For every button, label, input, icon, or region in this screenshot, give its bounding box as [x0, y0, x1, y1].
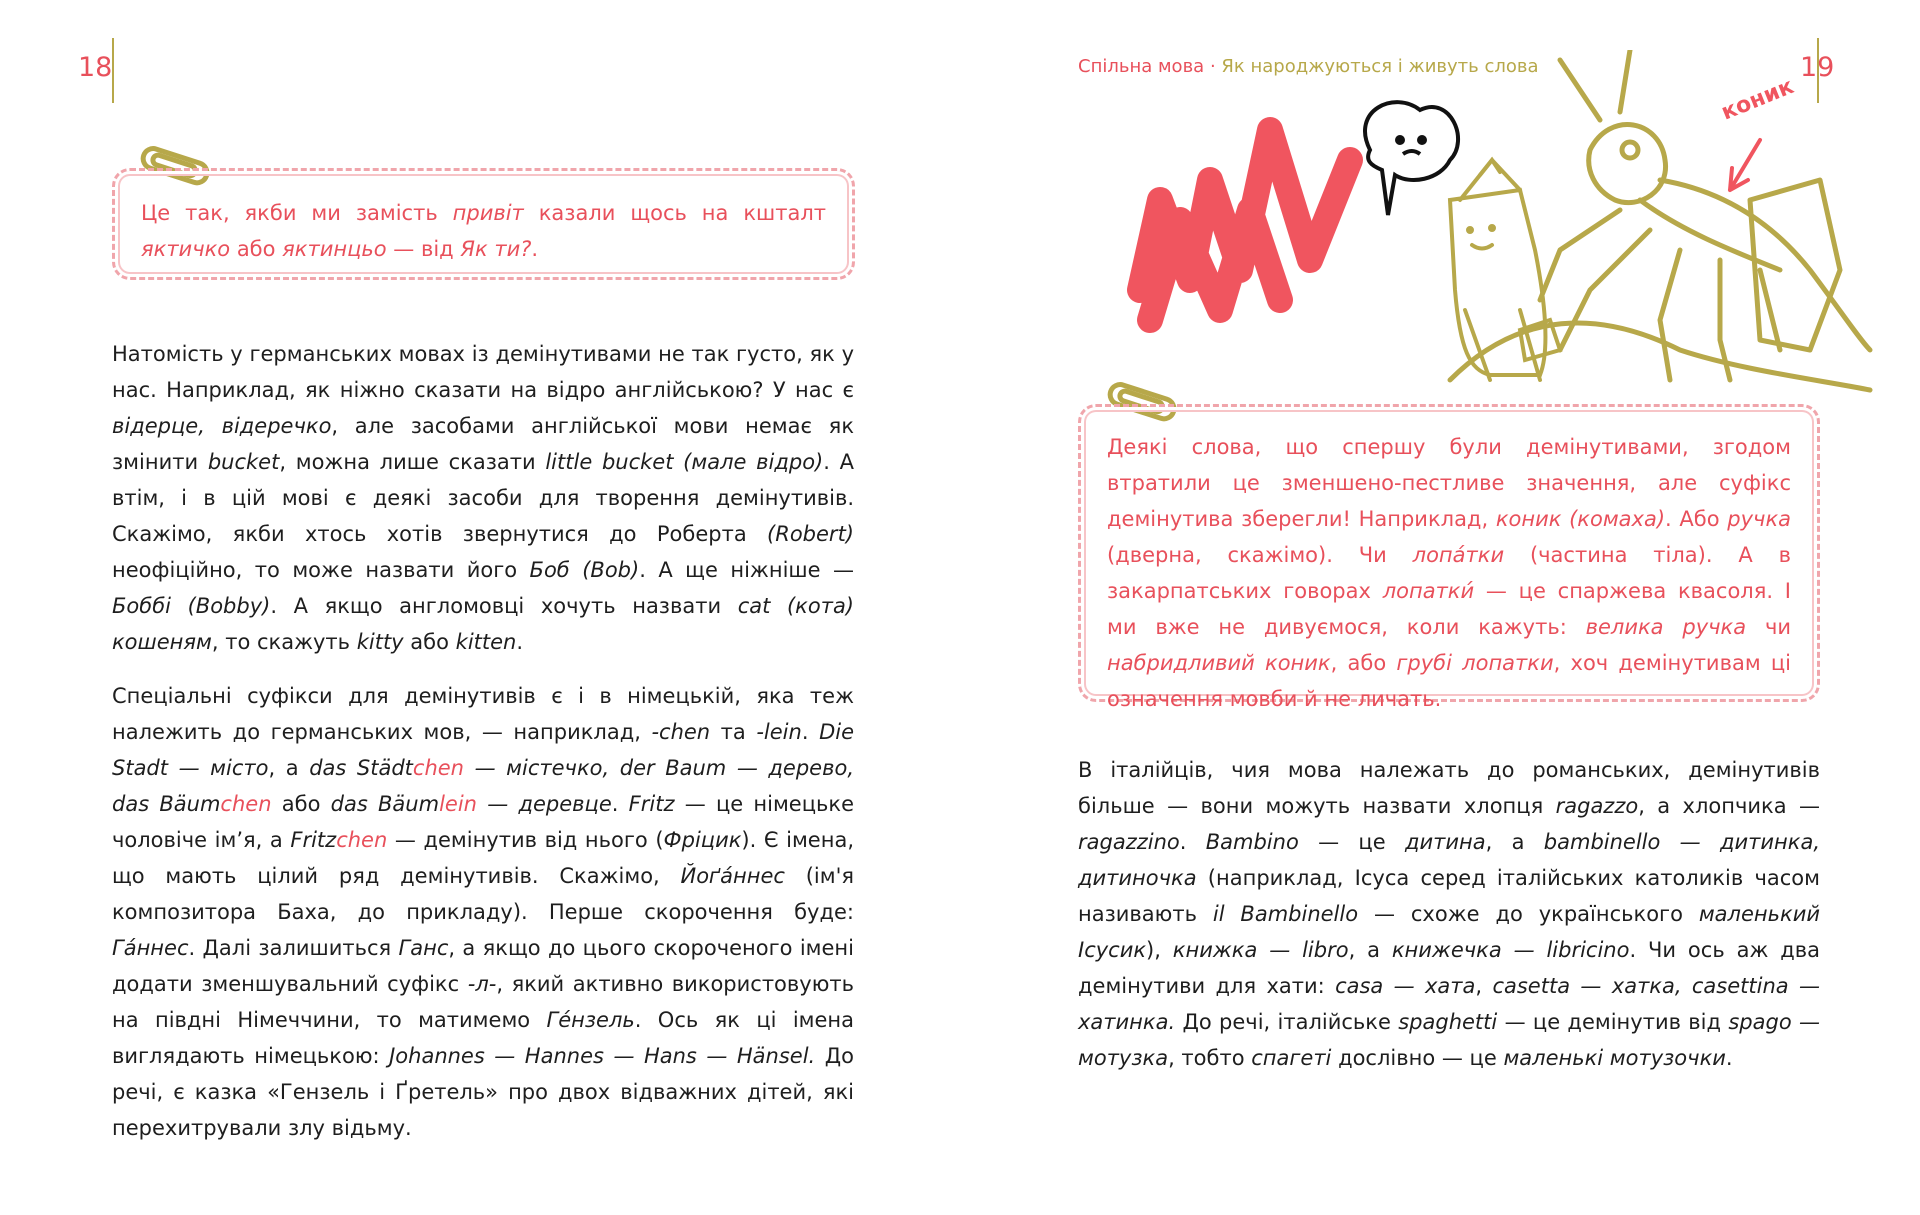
callout-text: Деякі слова, що спершу були демінутивами, згодом втратили це зменшено-пестливе значення, але суфікс демінутива зберегли! Наприклад, коник (комаха). Або ручка (дверна, скажімо). Чи лопа́тки (частина тіла). А в закарпатських говорах лопатки́ — це спаржева квасоля. І ми вже не дивуємося, коли кажуть: велика ручка чи набридливий коник, або грубі лопатки, хоч демінутивам ці означення мовби й не личать. — [1107, 435, 1792, 711]
paragraph-german: Спеціальні суфікси для демінутивів є і в німецькій, яка теж належить до германських мов, — наприклад, -chen та -lein. Die Stadt — місто, a das Städtchen — містечко, der Baum — дерево, das Bäumchen або das Bäumlein — деревце. Fritz — це німецьке чоловіче ім’я, а Fritzchen — демінутив від нього (Фріцик). Є імена, що мають цілий ряд демінутивів. Скажімо, Йоґа́ннес (ім'я композитора Баха, до прикладу). Перше скорочення буде: Га́ннес. Далі залишиться Ганс, а якщо до цього скороченого імені додати зменшувальний суфікс -л-, який активно використовують на півдні Німеччини, то матимемо Ге́нзель. Ось як ці імена виглядають німецькою: Johannes — Hannes — Hans — Hänsel. До речі, є казка «Гензель і Ґретель» про двох відважних дітей, які перехитрували злу відьму. — [112, 684, 855, 1140]
page-number-right: 19 — [1800, 52, 1835, 83]
left-column-text — [112, 336, 854, 1146]
red-scribble — [1140, 130, 1350, 320]
running-head-separator: · — [1209, 56, 1216, 77]
running-head-title: Спільна мова — [1078, 56, 1205, 77]
arrow-icon — [1730, 140, 1760, 190]
callout-box-greeting — [112, 168, 855, 280]
speech-bubble-icon — [1365, 102, 1458, 215]
header-rule-left — [112, 38, 114, 103]
callout-box-lost-diminutives — [1078, 404, 1820, 711]
page-number-left: 18 — [78, 52, 113, 83]
pencil-and-grasshopper-illustration — [1120, 50, 1880, 430]
right-column-text — [1078, 752, 1820, 1076]
paragraph-germanic: Натомість у германських мовах із демінутивами не так густо, як у нас. Наприклад, як ніжно сказати на відро англійською? У нас є відерце, відеречко, але засобами англійської мови немає як змінити bucket, можна лише сказати little bucket (мале відро). А втім, і в цій мові є деякі засоби для творення демінутивів. Скажімо, якби хтось хотів звернутися до Роберта (Robert) неофіційно, то може назвати його Боб (Bob). А ще ніжніше — Боббі (Bobby). А якщо англомовці хочуть назвати cat (кота) кошеням, то скажуть kitty або kitten. — [112, 342, 855, 654]
pencil-character-icon — [1450, 160, 1560, 380]
running-head-subtitle: Як народжуються і живуть слова — [1221, 56, 1539, 77]
paragraph-italian: В італійців, чия мова належать до романських, демінутивів більше — вони можуть назвати хлопця ragazzo, а хлопчика — ragazzino. Bambino — це дитина, а bambinello — дитинка, дитиночка (наприклад, Ісуса серед італійських католиків часом називають il Bambinello — схоже до українського маленький Ісусик), книжка — libro, а книжечка — libricino. Чи ось аж два демінутиви для хати: casa — хата, casetta — хатка, casettina — хатинка. До речі, італійське spaghetti — це демінутив від spago — мотузка, тобто спагеті дослівно — це маленькі мотузочки. — [1078, 758, 1821, 1070]
callout-text: Це так, якби ми замість привіт казали щось на кшталт яктичко або яктинцьо — від Як ти?. — [141, 201, 826, 261]
grasshopper-label: коник — [1717, 74, 1798, 126]
grasshopper-icon — [1450, 50, 1870, 390]
